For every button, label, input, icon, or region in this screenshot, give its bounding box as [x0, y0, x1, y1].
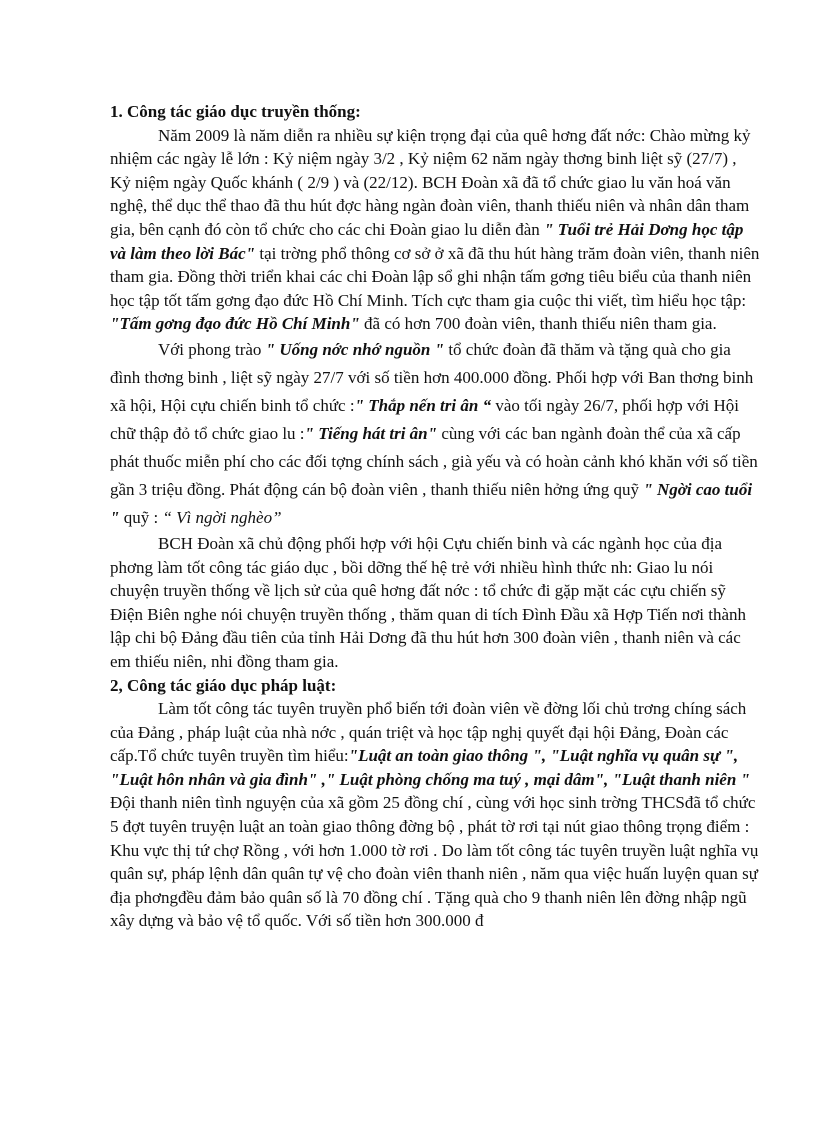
- italic-quote: “ Vì ngời nghèo”: [162, 507, 282, 527]
- text-run: tổ chức đoàn đã thăm và tặng quà cho gia đình thơng binh , liệt sỹ ngày 27/7 với số tiền hơn 400.000 đồng. Phối hợp với Ban thơng binh xã hội, Hội cựu chiến binh tổ chức :: [110, 339, 754, 415]
- section-heading-1: 1. Công tác giáo dục truyền thống:: [110, 102, 361, 121]
- text-run: Năm 2009 là năm diễn ra nhiều sự kiện trọng đại của quê hơng đất nớc: Chào mừng kỷ nhiệm các ngày lễ lớn : Kỷ niệm ngày 3/2 , Kỷ niệm 62 năm ngày thơng binh liệt sỹ (27/7) , Kỷ niệm ngày Quốc khánh ( 2/9 ) và (22/12). BCH Đoàn xã đã tổ chức giao lu văn hoá văn nghệ, thể dục thể thao đã thu hút đợc hàng ngàn đoàn viên, thanh thiếu niên và nhân dân tham gia, bên cạnh đó còn tổ chức cho các chi Đoàn giao lu diễn đàn: [110, 125, 751, 239]
- paragraph: [110, 532, 760, 674]
- text-run: đã có hơn 700 đoàn viên, thanh thiếu niên tham gia.: [359, 314, 717, 334]
- emphasis-quote: " Thắp nến tri ân “: [354, 395, 492, 415]
- emphasis-quote: " Uống nớc nhớ nguồn ": [265, 339, 445, 359]
- text-run: tại trờng phổ thông cơ sở ở xã đã thu hút hàng trăm đoàn viên, thanh niên tham gia. Đồng thời triển khai các chi Đoàn lập sổ ghi nhận tấm gơng tiêu biểu của thanh niên học tập tốt tấm gơng đạo đức Hồ Chí Minh. Tích cực tham gia cuộc thi viết, tìm hiểu học tập:: [110, 243, 760, 310]
- paragraph: [110, 697, 760, 933]
- document-page: [110, 100, 760, 933]
- emphasis-quote: "Tấm gơng đạo đức Hồ Chí Minh": [110, 314, 360, 334]
- text-run: Với phong trào: [158, 339, 266, 359]
- text-run: cùng với các ban ngành đoàn thể của xã cấp phát thuốc miễn phí cho các đối tợng chính sách , già yếu và có hoàn cảnh khó khăn với số tiền gần 3 triệu đồng. Phát động cán bộ đoàn viên , thanh thiếu niên hởng ứng quỹ: [110, 423, 758, 499]
- emphasis-quote: "Luật an toàn giao thông ", "Luật nghĩa vụ quân sự ", "Luật hôn nhân và gia đình" ," Luật phòng chống ma tuý , mại dâm", "Luật thanh niên ": [110, 746, 750, 789]
- text-run: BCH Đoàn xã chủ động phối hợp với hội Cựu chiến binh và các ngành học của địa phơng làm tốt công tác giáo dục , bồi dỡng thế hệ trẻ với nhiều hình thức nh: Giao lu nói chuyện truyền thống về lịch sử của quê hơng đất nớc : tổ chức đi gặp mặt các cựu chiến sỹ Điện Biên nghe nói chuyện truyền thống , thăm quan di tích Đình Đầu xã Hợp Tiến nơi thành lập chi bộ Đảng đầu tiên của tỉnh Hải Dơng đã thu hút hơn 300 đoàn viên , thanh niên và các em thiếu niên, nhi đồng tham gia.: [110, 533, 747, 671]
- paragraph: [110, 124, 760, 336]
- emphasis-quote: " Tuổi trẻ Hải Dơng học tập và làm theo lời Bác": [110, 219, 744, 263]
- section-heading-2: 2, Công tác giáo dục pháp luật:: [110, 675, 337, 695]
- paragraph: [110, 336, 760, 532]
- text-run: vào tối ngày 26/7, phối hợp với Hội chữ thập đỏ tổ chức giao lu :: [110, 395, 740, 443]
- text-run: Làm tốt công tác tuyên truyền phổ biến tới đoàn viên về đờng lối chủ trơng chíng sách của Đảng , pháp luật của nhà nớc , quán triệt và học tập nghị quyết đại hội Đảng, Đoàn các cấp.Tổ chức tuyên truyền tìm hiểu:: [110, 699, 747, 766]
- emphasis-quote: " Tiếng hát tri ân": [304, 423, 438, 443]
- text-run: quỹ :: [119, 507, 163, 527]
- emphasis-quote: " Ngời cao tuổi ": [110, 479, 753, 527]
- text-run: Đội thanh niên tình nguyện của xã gồm 25 đồng chí , cùng với học sinh trờng THCSđã tổ chức 5 đợt tuyên truyện luật an toàn giao thông đờng bộ , phát tờ rơi tại nút giao thông trọng điểm : Khu vực thị tứ chợ Rồng , với hơn 1.000 tờ rơi . Do làm tốt công tác tuyên truyền luật nghĩa vụ quân sự, pháp lệnh dân quân tự vệ cho đoàn viên thanh niên , năm qua việc huấn luyện quan sự địa phơngđều đảm bảo quân số là 70 đồng chí . Tặng quà cho 9 thanh niên lên đờng nhập ngũ xây dựng và bảo vệ tổ quốc. Với số tiền hơn 300.000 đ: [110, 793, 759, 931]
